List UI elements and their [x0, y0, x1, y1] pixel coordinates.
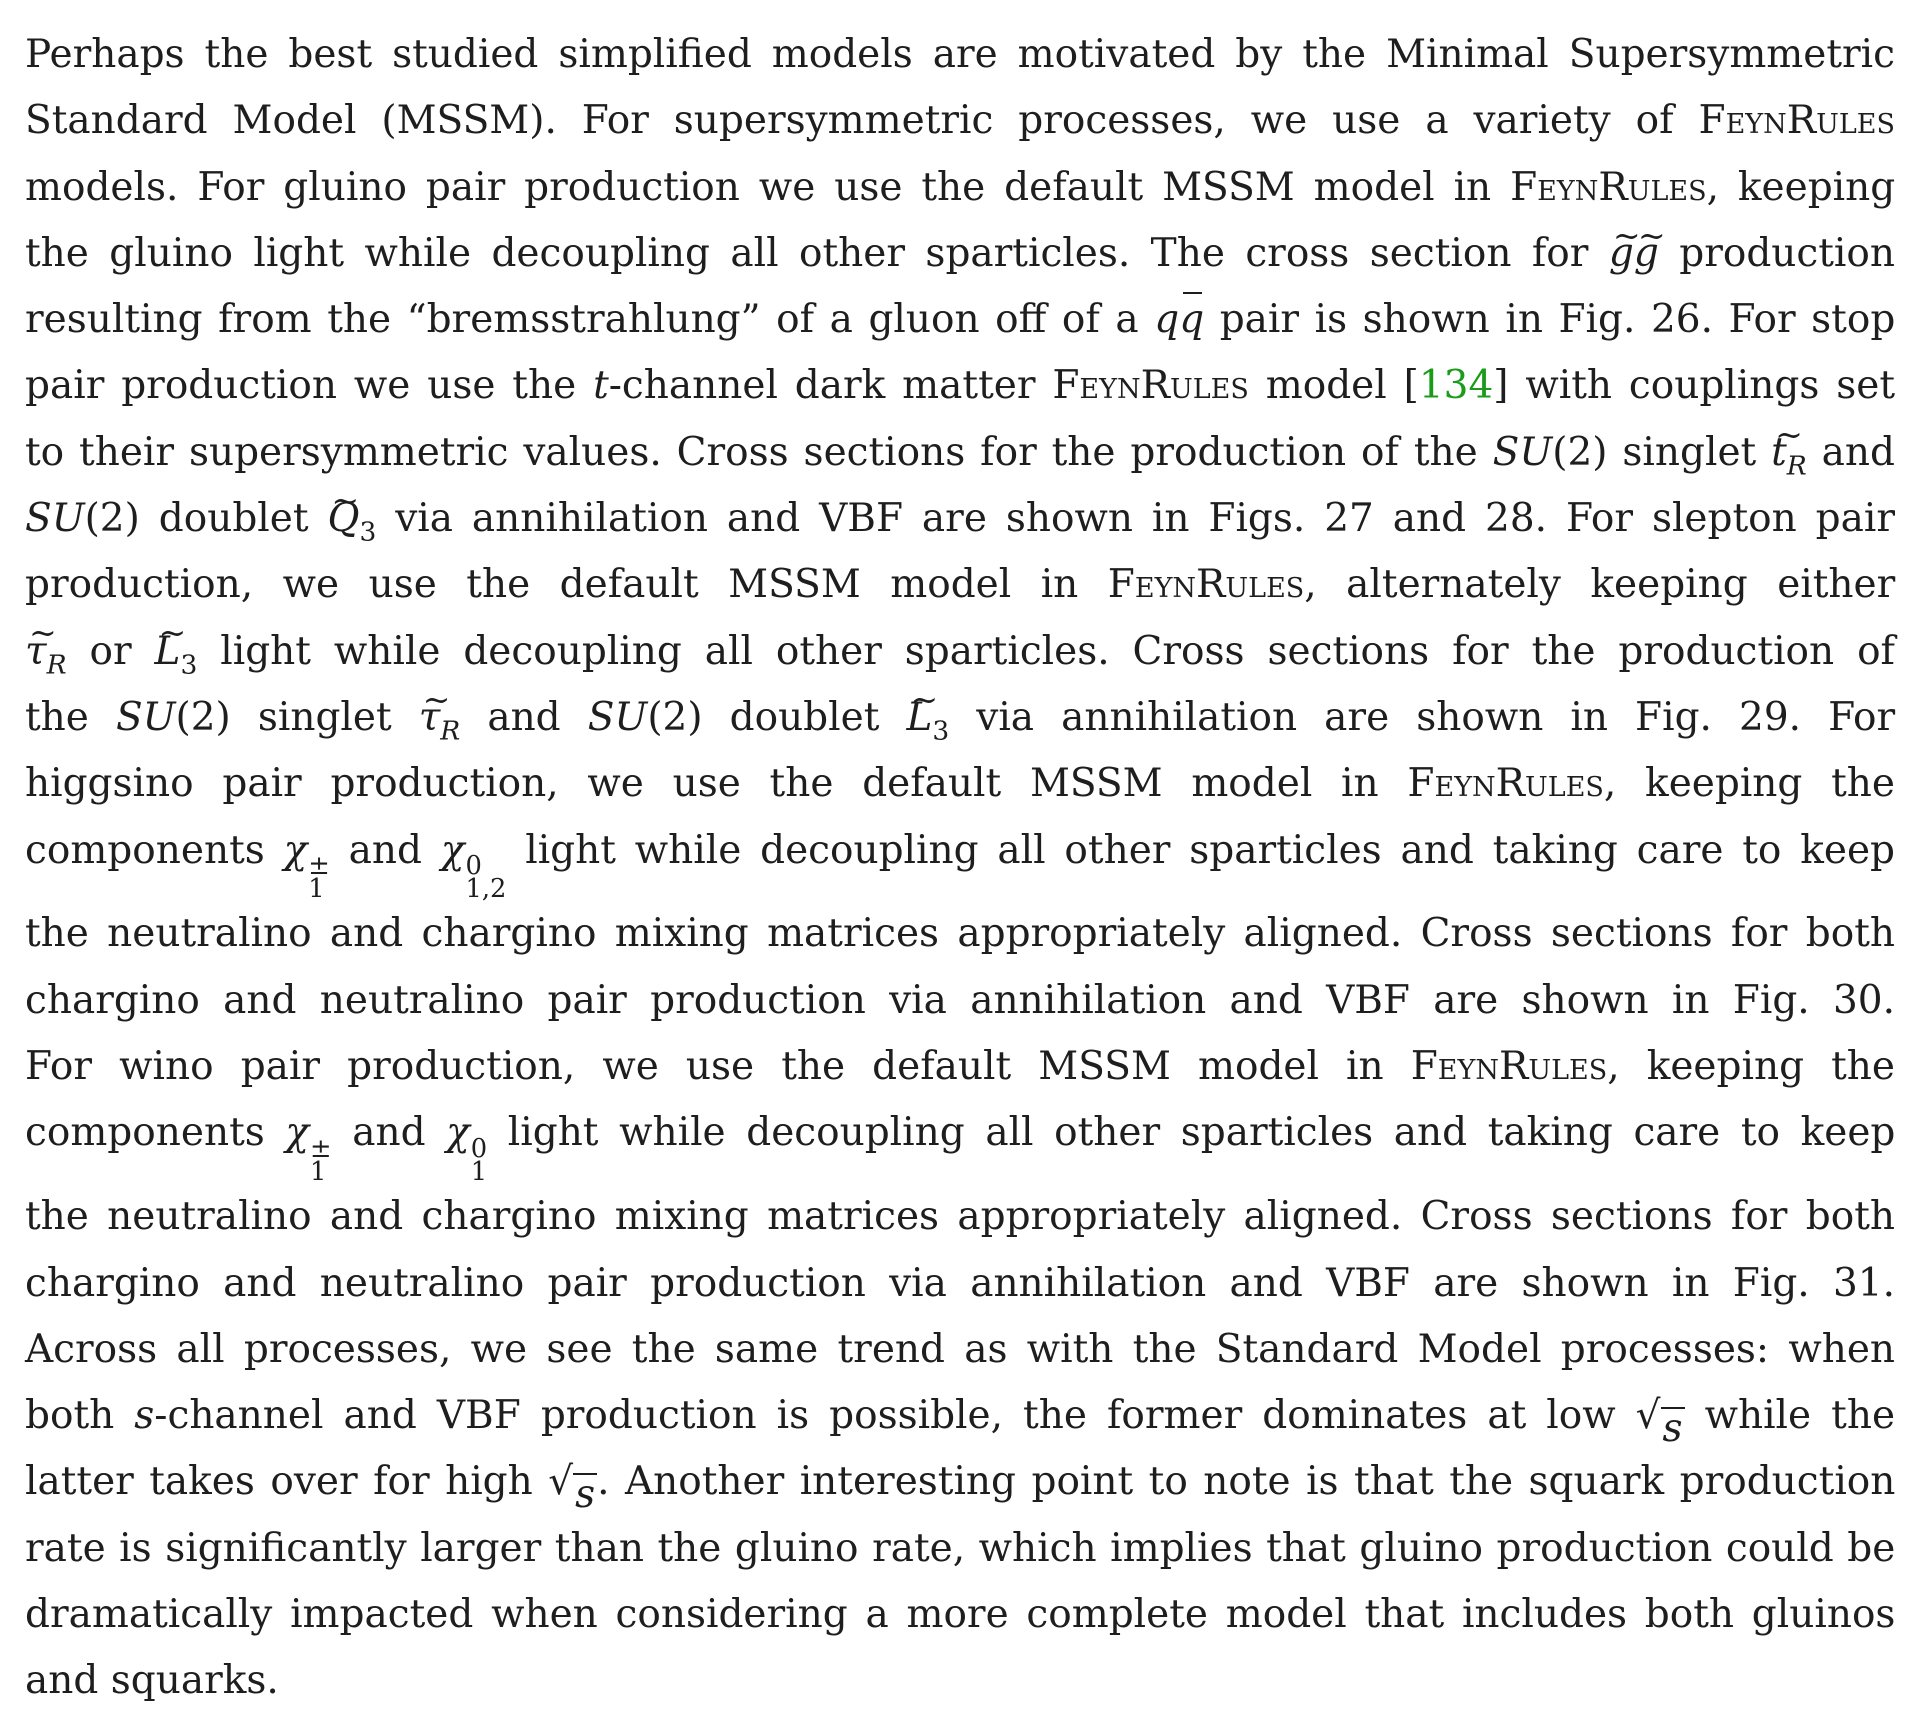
text-run: via annihilation and VBF are shown in Figs. 27 and 28. For slepton pair: [376, 496, 1896, 542]
text-run: the neutralino and chargino mixing matrices appropriately aligned. Cross sections for both: [25, 1194, 1895, 1240]
text-run: s: [575, 1471, 596, 1517]
text-run: Standard Model (MSSM). For supersymmetric processes, we use a variety of: [25, 98, 1699, 144]
feynrules-name: FeynRules: [1052, 363, 1249, 409]
text-run: (2) singlet: [1552, 429, 1772, 475]
feynrules-name: FeynRules: [1510, 164, 1707, 210]
squark-doublet-symbol: ~ Q: [327, 486, 359, 552]
slepton-doublet-symbol: ~ L: [155, 619, 181, 685]
text-run: (2) doublet: [647, 694, 907, 740]
text-run: 1: [470, 1157, 488, 1188]
sqrt-s-symbol: [1636, 1383, 1685, 1449]
text-run: pair production we use the: [25, 363, 594, 409]
feynrules-name: FeynRules: [1107, 562, 1305, 608]
text-run: light while decoupling all other sparticles. Cross sections for the production of: [197, 628, 1895, 674]
text-run: models. For gluino pair production we use the default MSSM model in: [25, 164, 1511, 210]
text-run: R: [440, 715, 461, 747]
text-line: [25, 22, 1895, 88]
text-run: the neutralino and chargino mixing matrices appropriately aligned. Cross sections for both: [25, 911, 1895, 957]
chargino-symbol: χ: [285, 1110, 310, 1156]
stop-symbol: ~ t: [1771, 420, 1787, 486]
slepton-doublet-symbol: ~ L: [906, 685, 932, 751]
text-line: [25, 88, 1895, 154]
text-run: production: [1658, 230, 1896, 276]
text-run: SU: [25, 496, 85, 542]
body-paragraph: [25, 22, 1895, 1715]
feynrules-name: FeynRules: [1410, 1044, 1608, 1090]
text-run: R: [1786, 450, 1807, 482]
quark-symbol: q: [1154, 297, 1180, 343]
text-run: ±: [310, 1133, 332, 1164]
text-run: 3: [932, 715, 950, 747]
text-run: SU: [587, 694, 648, 740]
text-run: and squarks.: [25, 1658, 279, 1704]
text-run: both: [25, 1393, 135, 1439]
text-line: [25, 619, 1895, 685]
text-run: dramatically impacted when considering a more complete model that includes both gluinos: [25, 1592, 1896, 1638]
text-run: -channel and VBF production is possible, the former dominates at low: [154, 1393, 1636, 1439]
text-run: √: [1635, 1393, 1661, 1439]
text-run: t: [593, 363, 609, 409]
text-run: , keeping: [1706, 164, 1896, 210]
text-run: and: [329, 827, 441, 873]
text-run: . Another interesting point to note is that the squark production: [597, 1459, 1896, 1505]
text-run: pair is shown in Fig. 26. For stop: [1204, 297, 1896, 343]
text-run: 0: [470, 1133, 488, 1164]
feynrules-name: FeynRules: [1407, 761, 1604, 807]
stau-symbol: ~ τ: [25, 619, 47, 685]
antiquark-symbol: q: [1179, 287, 1204, 353]
text-run: √: [548, 1459, 574, 1505]
text-line: [25, 1100, 1896, 1188]
text-run: Perhaps the best studied simplified models are motivated by the Minimal Supersymmetric: [25, 32, 1895, 77]
text-line: [25, 1184, 1895, 1250]
text-run: , keeping the: [1603, 761, 1896, 807]
text-line: [25, 420, 1895, 486]
gluino-symbol: ~ g: [1634, 221, 1659, 287]
text-run: SU: [115, 694, 176, 740]
text-run: and: [331, 1110, 447, 1156]
text-line: [25, 1383, 1895, 1449]
neutralino-symbol: χ: [446, 1110, 470, 1156]
text-run: model [: [1248, 363, 1419, 409]
text-run: , alternately keeping either: [1304, 562, 1896, 608]
text-line: [25, 1516, 1895, 1582]
text-run: -channel dark matter: [608, 363, 1053, 409]
text-line: [25, 901, 1895, 967]
text-run: rate is significantly larger than the gluino rate, which implies that gluino production could be: [25, 1525, 1896, 1571]
text-run: the gluino light while decoupling all other sparticles. The cross section for: [25, 230, 1609, 276]
gluino-symbol: ~ g: [1609, 221, 1634, 287]
text-run: and: [1806, 429, 1896, 475]
text-run: s: [134, 1393, 155, 1439]
text-run: and: [460, 694, 588, 740]
text-line: [25, 1251, 1895, 1317]
text-line: [25, 353, 1895, 419]
text-line: [25, 1582, 1895, 1648]
text-run: chargino and neutralino pair production via annihilation and VBF are shown in Fig. 30.: [25, 977, 1895, 1023]
text-run: 1,2: [465, 874, 507, 905]
feynrules-name: FeynRules: [1698, 98, 1895, 144]
text-run: light while decoupling all other sparticles and taking care to keep: [506, 827, 1895, 873]
text-run: via annihilation are shown in Fig. 29. For: [949, 694, 1896, 740]
text-run: ] with couplings set: [1493, 363, 1896, 409]
text-run: For wino pair production, we use the default MSSM model in: [25, 1044, 1411, 1090]
text-line: [25, 685, 1895, 751]
text-run: components: [25, 1110, 286, 1156]
text-run: components: [25, 827, 284, 873]
text-run: R: [46, 648, 67, 680]
text-run: Across all processes, we see the same trend as with the Standard Model processes: when: [25, 1326, 1896, 1372]
text-line: [25, 287, 1895, 353]
text-run: chargino and neutralino pair production via annihilation and VBF are shown in Fig. 31.: [25, 1260, 1895, 1306]
text-run: ±: [308, 851, 330, 882]
text-run: 3: [180, 648, 198, 680]
text-run: while the: [1684, 1393, 1896, 1439]
text-line: [25, 486, 1895, 552]
text-run: (2) singlet: [175, 694, 419, 740]
text-line: [25, 818, 1895, 905]
text-run: light while decoupling all other sparticles and taking care to keep: [487, 1110, 1896, 1156]
neutralino-symbol: χ: [440, 827, 465, 873]
text-run: higgsino pair production, we use the default MSSM model in: [25, 761, 1408, 807]
text-run: production, we use the default MSSM model in: [25, 562, 1108, 608]
text-run: , keeping the: [1607, 1044, 1896, 1090]
text-line: [25, 1449, 1895, 1515]
text-run: resulting from the “bremsstrahlung” of a gluon off of a: [25, 297, 1155, 343]
text-line: [25, 1317, 1895, 1383]
text-line: [25, 1648, 1895, 1714]
sqrt-s-symbol: [548, 1449, 597, 1515]
text-run: to their supersymmetric values. Cross sections for the production of the: [25, 429, 1493, 475]
text-line: [25, 1034, 1895, 1100]
text-run: (2) doublet: [84, 496, 328, 542]
text-line: [25, 751, 1895, 817]
text-run: s: [1662, 1405, 1683, 1451]
text-run: 3: [359, 516, 377, 548]
text-run: SU: [1492, 429, 1553, 475]
text-run: or: [66, 628, 155, 674]
citation-link[interactable]: 134: [1418, 363, 1494, 409]
chargino-symbol: χ: [283, 827, 308, 873]
text-line: [25, 552, 1895, 618]
text-run: latter takes over for high: [25, 1459, 549, 1505]
text-line: [25, 968, 1895, 1034]
text-line: [25, 221, 1895, 287]
text-run: 1: [310, 1157, 327, 1188]
text-run: 1: [308, 874, 325, 905]
stau-symbol: ~ τ: [419, 685, 441, 751]
text-run: 0: [465, 851, 482, 882]
text-run: the: [25, 694, 116, 740]
